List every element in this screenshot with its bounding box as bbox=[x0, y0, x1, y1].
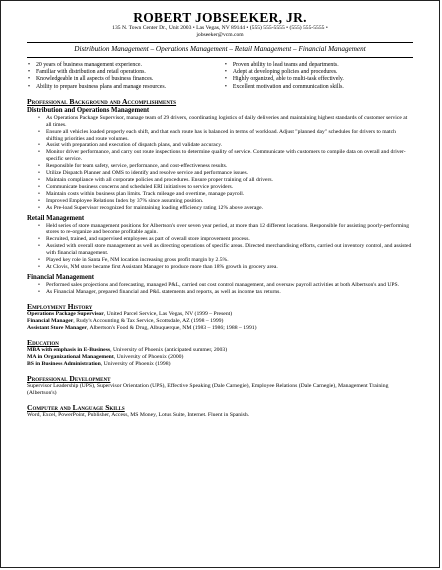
list-item: • As Pre-load Supervisor recognized for maintaining loading efficiency rating 12% above average. bbox=[27, 205, 413, 212]
skills-text: Word, Excel, PowerPoint, Publisher, Access, MS Money, Lotus Suite, Internet. Fluent in Spanish. bbox=[27, 411, 250, 418]
job-details: , United Parcel Service, Las Vegas, NV (1999 – Present) bbox=[103, 310, 233, 317]
education-row bbox=[27, 361, 413, 368]
contact-line-2: jobseeker@vcm.com bbox=[196, 32, 244, 38]
candidate-name: ROBERT JOBSEEKER, JR. bbox=[133, 10, 307, 25]
job-details: , Rudy's Accounting & Tax Service, Scottsdale, AZ (1998 – 1999) bbox=[73, 317, 224, 324]
subsection-title-financial: Financial Management bbox=[27, 273, 95, 281]
education-row bbox=[27, 354, 413, 361]
list-item: • Recruited, trained, and supervised employees as part of overall store improvement process. bbox=[27, 236, 413, 243]
employment-row bbox=[27, 318, 413, 325]
financial-list bbox=[27, 282, 413, 296]
education-row bbox=[27, 347, 413, 354]
summary-right-list bbox=[224, 62, 413, 91]
summary-item: • Excellent motivation and communication skills. bbox=[224, 84, 413, 91]
retail-list bbox=[27, 223, 413, 271]
degree-details: , University of Phoenix (anticipated summer, 2003) bbox=[110, 346, 228, 353]
section-title-employment: Employment History bbox=[27, 301, 93, 311]
subsection-title-retail: Retail Management bbox=[27, 214, 85, 222]
job-title: Financial Manager bbox=[27, 317, 74, 324]
list-item: • At Clovis, NM store became first Assistant Manager to produce more than 18% growth in grocery area. bbox=[27, 264, 413, 271]
summary-item: • Familiar with distribution and retail operations. bbox=[27, 69, 216, 76]
degree-details: , University of Phoenix (1998) bbox=[100, 360, 171, 367]
list-item: • Assist with preparation and execution of dispatch plans, and validate accuracy. bbox=[27, 142, 413, 149]
objective-divider bbox=[27, 57, 413, 58]
summary-block bbox=[27, 62, 413, 91]
list-item: • Monitor driver performance, and carry out route inspections to determine quality of service. Communicate with customers to compile data on overall and driver-specific service. bbox=[27, 149, 413, 163]
section-title-development: Professional Development bbox=[27, 373, 111, 383]
summary-item: • Highly organized, able to multi-task effectively. bbox=[224, 76, 413, 83]
summary-item: • Ability to prepare business plans and manage resources. bbox=[27, 84, 216, 91]
list-item: • Communicate business concerns and scheduled ERI initiatives to service providers. bbox=[27, 184, 413, 191]
list-item: • Performed sales projections and forecasting, managed P&L, carried out cost control management, and oversaw payroll activities at both Albertson's and UPS. bbox=[27, 282, 413, 289]
job-title: Assistant Store Manager bbox=[27, 324, 87, 331]
list-item: • Maintain costs within business plan limits. Track mileage and overtime, manage payroll. bbox=[27, 191, 413, 198]
development-text: Supervisor Leadership (UPS), Supervisor Orientation (UPS), Effective Speaking (Dale Carnegie), Employee Relations (Dale Carnegie), Management Training (Albertson's) bbox=[27, 382, 389, 396]
list-item: • Ensure all vehicles loaded properly each shift, and that each route has is balanced in terms of workload. Adjust "planned day" schedules for drivers to match shifting priorities and route volumes. bbox=[27, 129, 413, 143]
list-item: • Played key role in Santa Fe, NM location increasing gross profit margin by 2.5%. bbox=[27, 257, 413, 264]
employment-row bbox=[27, 325, 413, 332]
list-item: • As Operations Package Supervisor, manage team of 29 drivers, coordinating logistics of daily deliveries and maintaining highest standards of customer service at all times. bbox=[27, 115, 413, 129]
summary-left-list bbox=[27, 62, 216, 91]
job-details: , Albertson's Food & Drug, Albuquerque, NM (1983 – 1986; 1988 – 1991) bbox=[86, 324, 257, 331]
list-item: • Held series of store management positions for Albertson's over seven year period, at more than 12 different locations. Responsible for assisting poorly-performing stores to re-organize and become profitable again. bbox=[27, 223, 413, 237]
list-item: • Maintain compliance with all corporate policies and procedures. Ensure proper training of all drivers. bbox=[27, 177, 413, 184]
degree-name: MA in Organizational Management bbox=[27, 353, 114, 360]
summary-item: • 20 years of business management experience. bbox=[27, 62, 216, 69]
objective-line: Distribution Management – Operations Management – Retail Management – Financial Management bbox=[74, 45, 366, 53]
section-title-skills: Computer and Language Skills bbox=[27, 402, 125, 412]
job-title: Operations Package Supervisor bbox=[27, 310, 104, 317]
list-item: • Assisted with overall store management as well as directing operations of specific areas. Directed merchandising efforts, carried out inventory control, and assisted with financial management. bbox=[27, 243, 413, 257]
degree-details: , University of Phoenix (2000) bbox=[113, 353, 184, 360]
degree-name: BS in Business Administration bbox=[27, 360, 101, 367]
list-item: • Improved Employee Relations Index by 37% since assuming position. bbox=[27, 198, 413, 205]
list-item: • Responsible for team safety, service, performance, and cost-effectiveness results. bbox=[27, 163, 413, 170]
resume-header bbox=[27, 10, 413, 39]
section-title-background: Professional Background and Accomplishments bbox=[27, 96, 177, 106]
distribution-list bbox=[27, 115, 413, 212]
summary-item: • Proven ability to lead teams and departments. bbox=[224, 62, 413, 69]
summary-item: • Knowledgeable in all aspects of business finances. bbox=[27, 76, 216, 83]
degree-name: MBA with emphasis in E-Business bbox=[27, 346, 111, 353]
subsection-title-distribution: Distribution and Operations Management bbox=[27, 106, 150, 114]
header-divider bbox=[27, 42, 413, 43]
summary-item: • Adept at developing policies and procedures. bbox=[224, 69, 413, 76]
list-item: • As Financial Manager, prepared financial and P&L statements and reports, as well as income tax returns. bbox=[27, 289, 413, 296]
list-item: • Utilize Dispatch Planner and OMS to identify and resolve service and performance issues. bbox=[27, 170, 413, 177]
section-title-education: Education bbox=[27, 337, 59, 347]
contact-line-1: 135 N. Town Center Dr., Unit 2003 • Las Vegas, NV 89144 • (555) 555-5555 • (555) 555-5555 • bbox=[112, 25, 328, 31]
employment-row bbox=[27, 311, 413, 318]
